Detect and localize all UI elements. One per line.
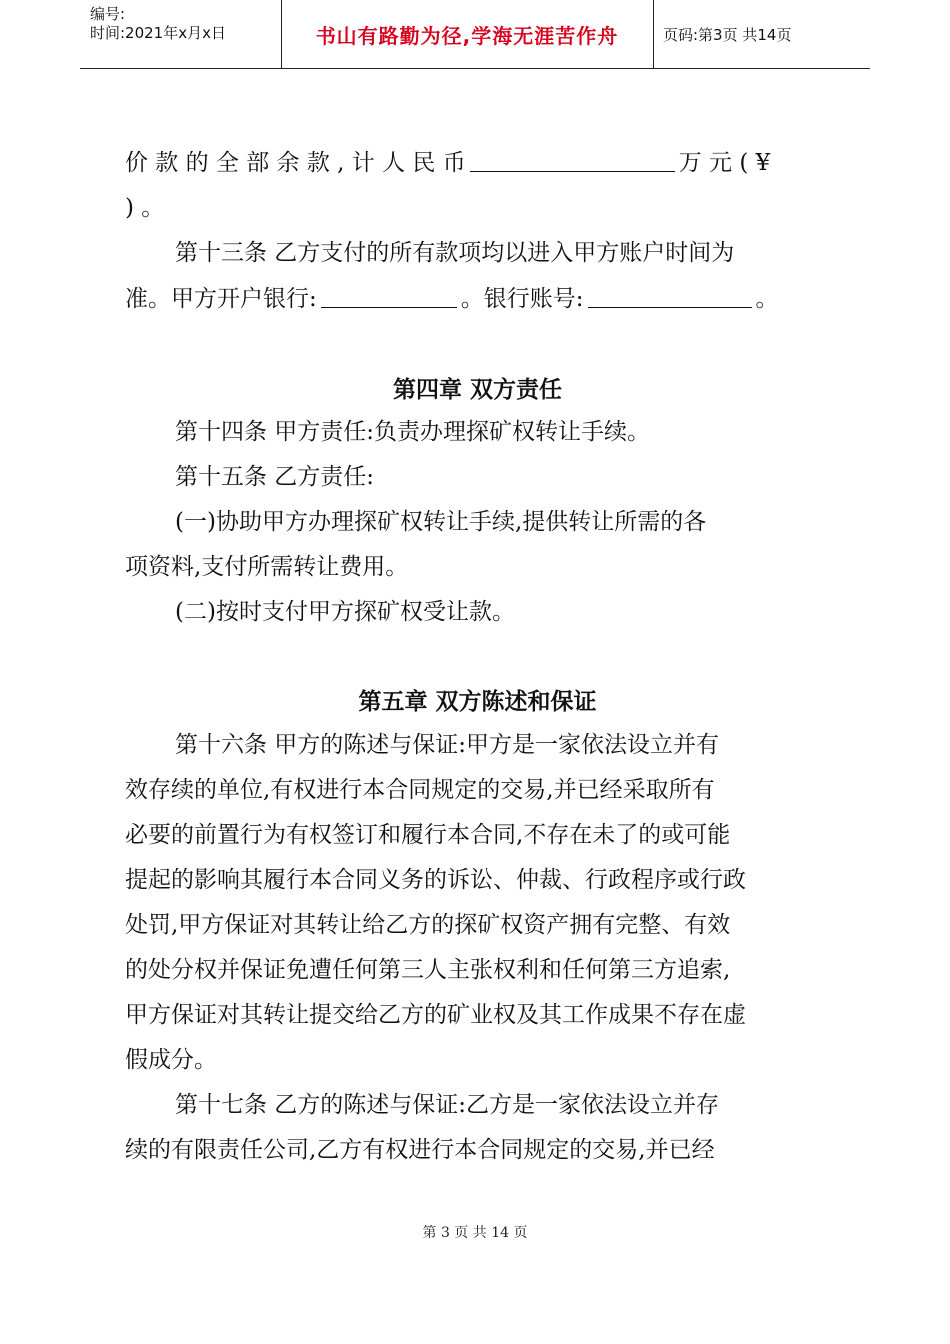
article-13: 第十三条 乙方支付的所有款项均以进入甲方账户时间为 [175,240,735,266]
text-line: 假成分。 [125,1047,217,1073]
text-span: 。银行账号: [460,286,584,312]
article-15: 第十五条 乙方责任: [175,464,375,490]
header-motto-cell [281,0,654,68]
text-line: 项资料,支付所需转让费用。 [125,554,409,580]
text-line [125,148,770,178]
page-header [80,0,870,69]
text-span: 准。甲方开户银行: [125,286,317,312]
text-line: 提起的影响其履行本合同义务的诉讼、仲裁、行政程序或行政 [125,867,746,893]
header-meta-cell [80,0,282,68]
header-page-cell [653,0,870,68]
text-line: ) 。 [125,195,165,221]
text-line: (二)按时支付甲方探矿权受让款。 [175,599,515,625]
text-line: 处罚,甲方保证对其转让给乙方的探矿权资产拥有完整、有效 [125,912,731,938]
page-indicator: 页码:第3页 共14页 [663,26,792,44]
text-line: 必要的前置行为有权签订和履行本合同,不存在未了的或可能 [125,822,731,848]
blank-field-bank [321,285,457,308]
chapter-4-heading: 第四章 双方责任 [392,377,562,403]
time-label: 时间:2021年x月x日 [90,24,226,42]
chapter-5-heading: 第五章 双方陈述和保证 [358,689,597,715]
motto: 书山有路勤为径,学海无涯苦作舟 [315,24,619,48]
article-16: 第十六条 甲方的陈述与保证:甲方是一家依法设立并有 [175,732,720,758]
text-span: 万 元 ( ¥ [678,150,771,176]
article-14: 第十四条 甲方责任:负责办理探矿权转让手续。 [175,419,651,445]
text-span: 价 款 的 全 部 余 款 , 计 人 民 币 [125,150,466,176]
article-17: 第十七条 乙方的陈述与保证:乙方是一家依法设立并存 [175,1092,720,1118]
text-line: 效存续的单位,有权进行本合同规定的交易,并已经采取所有 [125,777,715,803]
blank-field-account [588,285,752,308]
text-line: 甲方保证对其转让提交给乙方的矿业权及其工作成果不存在虚 [125,1002,746,1028]
text-line [125,284,779,314]
text-line: 的处分权并保证免遭任何第三人主张权利和任何第三方追索, [125,957,731,983]
text-line: (一)协助甲方办理探矿权转让手续,提供转让所需的各 [175,509,707,535]
page-footer: 第 3 页 共 14 页 [422,1225,528,1241]
text-line: 续的有限责任公司,乙方有权进行本合同规定的交易,并已经 [125,1137,715,1163]
text-span: 。 [755,286,779,312]
number-label: 编号: [90,5,126,23]
blank-field-amount [470,149,675,172]
